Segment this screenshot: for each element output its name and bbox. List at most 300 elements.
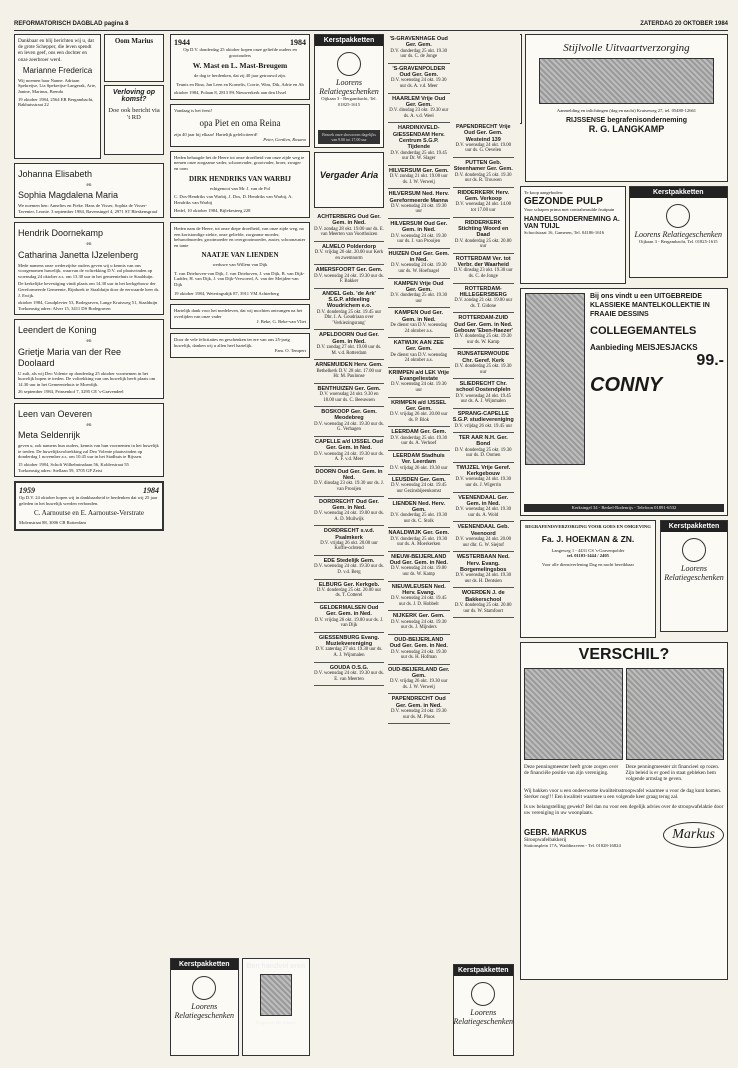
church-service-details: D.V. zondag 21 okt. 19.00 uur ds. J. W. Verweij [389,174,448,185]
church-service-list-2 [388,34,450,1060]
church-service-title: BOSKOOP Ger. Gem. Meodebreg [321,409,377,422]
church-service-title: ACHTERBERG Oud Ger. Gem. in Ned. [317,214,381,227]
marriage-text-1: Mede namens onze wederzijdse ouders geven wij u kennis van ons voorgenomen huwelijk, waarvan de voltrekking D.V. zal plaatsvinden op woensdag 24 oktober a.s. om 13.30 uur in het gemeentehuis te Staalduijn. [18,262,154,279]
marriage-date-1: oktober 1984, Goudplevier 53, Bodegraven, Lange Kruisweg 51, Staalduijn [18,300,158,306]
markus-logo: Markus [663,822,724,848]
church-service [314,212,384,242]
church-service-list [314,212,384,686]
birth-date: 19 oktober 1984, 2564 ER Bergambacht, Bakhuisstraat 22 [18,96,94,108]
church-service-details: D.V. vrijdag 26 okt. 19.30 uur [389,465,448,471]
church-service-title: TWIJZEL Vrije Geref. Kerkgebouw [456,464,511,478]
klink-ad [520,34,522,124]
church-service-title: VEENENDAAL Ger. Gem. in Ned. [458,494,509,507]
church-service-title: RIJNSATERWOUDE Chr. Geref. Kerk [457,351,510,364]
birth-parents: Wij noemen haar Nanne. Adriaan Spekreijse, Lia Spekreijse-Langerak, Arie, Janine, Marinus, Brenda [18,77,97,94]
church-service-title: DORDRECHT s.v.d. Psalmkerk [323,528,375,541]
anniversary-mast [170,34,310,100]
anniv-kids: Teunis en Rina, Jan Leen en Kornelis, Corrie, Wim, Dik, Adrie en Ab [176,81,304,87]
church-service-title: DOORN Oud Ger. Gem. in Ned. [315,468,383,482]
church-service [388,34,450,64]
death-sub-2: weduwe van Willem van Dijk [212,262,268,268]
kerst-name: Loorens Relatiegeschenken [174,1002,235,1020]
conny-text3: Aanbieding MEISJESJACKS [590,343,698,352]
conny-addr: Kerksingel 34 - Berkel-Rodenrijs - Telefoon 01891-6532 [524,504,724,512]
oom-marius-box [104,34,164,82]
hoekman-top: BEGRAFENISVERZORGING VOOR GOES EN OMGEVING [525,524,651,529]
kerst-band: Kerstpakketten [315,35,383,46]
handvol-sub: Uitgeverij De Schans [256,1020,296,1025]
twin-name-1: Johanna Elisabeth [18,169,93,179]
pulp-text: Voor schapen prima met contraheraulde fruitpuin [524,206,615,212]
hoekman-name: Fa. J. HOEKMAN & ZN. [541,533,635,544]
loorens-logo-icon [682,538,706,562]
thanks-sign-2: Fam. O. Tempert [274,348,306,354]
church-service-details: D.V. vrijdag 26 okt. 20.00 uur Kerk en zwemnorm [314,250,384,261]
verloving-ad [104,85,164,155]
kerst-addr: Oijkaan 3 - Bergambacht, Tel. 01825-1615 [638,239,718,244]
church-service [314,556,384,579]
church-service-details: D.V. donderdag 25 okt. 19.30 uur ds. A. Verhoef [390,435,448,447]
twin-name-2: Sophia Magdalena Maria [18,190,119,201]
church-service [453,493,515,523]
loorens-logo-icon [337,52,361,76]
church-service [453,463,515,493]
church-service-details: D.V. vrijdag 26 okt. 19.45 uur [454,423,513,429]
church-service-title: APELDOORN Oud Ger. Gem. in Ned. [319,332,379,345]
church-service-details: D.V. woensdag 24 okt. 19.30 uur [390,203,447,215]
column-4 [388,34,514,1060]
church-service-title: HAARLEM Vrije Oud Ger. Gem. [392,95,446,108]
church-service-details: D.V. dinsdag 23 okt. 19.30 uur ds. A. v.d. Weel [389,108,449,119]
church-service-title: ROTTERDAM-HILLEGERSBERG [459,285,507,298]
kerst-band: Kerstpakketten [454,965,514,976]
church-service-title: WOERDEN J. de Bakkerschool [461,590,505,603]
pulp-name: GEZONDE PULP [524,195,603,207]
church-service [388,582,450,612]
church-service-details: D.V. woensdag 24 okt. 14.00 tot 17.00 uur [455,202,512,214]
paper-date: ZATERDAG 20 OKTOBER 1984 [640,21,728,27]
kerst-band: Kerstpakketten [630,187,728,198]
church-service [388,665,450,695]
twin-text: We noemen hen: Annelies en Fieke. Hans de Visser, Sophia de Visser-Tavenier, Leonie. 3 september 1984, Ravensingel 4, 2971 ST Bleskensgraaf [18,203,158,214]
church-service-title: NIEUWLEUSEN Ned. Herv. Evang. [391,583,446,596]
church-service-details: D.V. woensdag 24 okt. 19.30 uur [390,382,447,394]
church-service-title: RIDDERKERK Stichting Woord en Daad [458,219,509,239]
marriage-date-2: 26 september 1984, Prinsenhof 7, 3295 CE 's-Gravendeel [18,389,124,395]
church-service-title: ALMELO Polderdorp [321,243,377,250]
church-service-details: De dienst van D.V. woensdag 24 oktober a.s. [390,322,448,334]
church-service-title: SPRANG-CAPELLE S.G.P. studievereniging [452,410,514,424]
hearse-carriage-image [539,58,714,104]
church-service-title: ARNEMUIDEN Herv. Gem. [315,362,383,369]
church-service-details: D.V. zondag 28 okt. 19.00 uur ds. E. van Meerten van Voorthuizen [314,226,384,238]
vergader-text: Vergader Aria [319,170,379,180]
marriage-date-3: 15 oktober 1984, Scholt Wilhelminalaan 56, Kolderstraat 55 [18,461,129,467]
hoekman-tel: tel. 01103-1444 / 2405 [567,553,609,559]
church-service-details: D.V. woensdag 24 okt. 19.30 uur ds. H. Hofman [390,649,447,661]
church-service-title: TER AAR N.H. Ger. Bond [458,435,508,448]
church-service [453,158,515,188]
jubilee-names: C. Aarnoutse en E. Aarnoutse-Verstrate [33,509,145,518]
church-service-title: ROTTERDAM Ver. tot Verbr. der Waarheid [455,255,511,269]
church-service-title: LEUSDEN Ger. Gem. [391,477,446,484]
church-service-details: D.V. woensdag 24 okt. 19.30 uur ds. H. Dentsien [455,573,512,584]
church-service [453,433,515,463]
jubilee-notice [14,481,164,531]
bride-name-1: Catharina Janetta IJzelenberg [18,249,139,260]
church-service-details: D.V. woensdag 24 okt. 19.00 uur ds. G. Oevelen [455,142,512,154]
church-service [314,663,384,686]
church-service-title: LEERDAM Ger. Gem. [391,429,447,436]
church-service-details: Bethelkerk D.V. 28 okt. 17.00 uur Hr. M. Paulonse [316,368,382,380]
church-service-details: D.V. donderdag 25 okt. 19.30 uur [454,363,512,375]
death-notice-1 [170,151,310,218]
church-service [388,475,450,498]
church-service-title: VEENENDAAL Geb. Veenoord [457,524,510,537]
loorens-logo-icon [666,204,690,228]
church-service-title: LEERDAM Stadhuis Ver. Leerdam [392,452,445,466]
jubilee-year-start: 1959 [19,486,35,496]
hoekman-ad [520,520,656,638]
church-service-details: D.V. woensdag 24 okt. 19.00 uur ds. A. D. Muilwijk [314,511,384,522]
groom-name-3: Leen van Oeveren [18,408,93,419]
twin-and: en [86,182,92,188]
church-service-details: D.V. vrijdag 26 okt. 19.00 uur ds. J. van Dijk [314,617,384,629]
handvol-ad [242,958,311,1056]
church-service-details: D.V. zaterdag 27 okt. 19.30 uur ds. A. J. Wijnmalen [315,647,383,659]
church-service-details: D.V. donderdag 25 okt. 20.00 uur ds. T. Cotterel [316,587,382,599]
church-service [388,427,450,450]
bride-name-3: Meta Seldenrijk [18,430,81,441]
church-service-title: NIJKERK Ger. Gem. [392,613,445,620]
column-1 [14,34,164,1060]
church-service-title: NAALDWIJK Ger. Gem. [388,530,449,537]
church-service [453,522,515,552]
church-service-title: KAMPEN Oud Ger. Gem. in Ned. [394,310,444,323]
church-service-title: NIEUW-BEIJERLAND Oud Ger. Gem. in Ned. [389,553,448,567]
church-service-title: PUTTEN Geb. Steenhamer Ger. Gem. [453,160,513,173]
death-name-1: DIRK HENDRIKS VAN WARBIJ [188,174,292,183]
birth-notice-twins [14,163,164,218]
church-service-title: OUD-BEIJERLAND Ger. Gem. [388,666,450,679]
church-service [388,694,450,724]
kerst-foot: Bezoek onze showroom dagelijks van 9.00 tot 17.00 uur [318,130,380,144]
thanks-text-1: Hartelijk dank voor het medeleven, dat wij mochten ontvangen na het overlijden van onze vader [174,308,303,319]
feest-sign: Peter, Gerdien, Rosano [263,137,306,143]
loorens-logo-icon [192,976,216,1000]
church-service-details: D.V. woensdag 24 okt. 19.30 uur ds. J. van Prooijen [390,233,447,245]
newspaper-page [14,20,728,1060]
anniv-date: oktober 1984, Polaan 8, 2813 PA Nieuwerkerk aan den IJssel [174,90,287,96]
church-service-details: D.V. woensdag 24 okt. 19.30 uur ds. A. v.d. Meer [390,78,447,89]
feest-names: opa Piet en oma Reina [199,117,281,128]
penningmeester-worried-image [524,668,623,760]
conny-price: 99.- [696,352,724,369]
church-service [453,588,515,618]
loorens-logo-icon [471,982,495,1006]
birth-text: Dankbaar en blij berichten wij u, dat de grote Schepper, die leven spendt en leven geef, ons een dochter en onze zeerbroer werd. [18,38,94,63]
church-service-title: HILVERSUM Ned. Herv. Gereformeerde Manna [388,191,449,204]
verloving-text: Doe ook bericht via 't RD [108,107,160,121]
church-service-title: SLIEDRECHT Chr. school Oostendpleln [456,381,511,394]
conny-ad [520,288,728,516]
church-service-title: HUIZEN Oud Ger. Gem. in Ned. [388,250,449,264]
kerst-ad-col4 [453,964,515,1056]
church-service-title: ANDEL Geb. 'de Ark' S.G.P. afdeeling Woudrichem e.o. [322,290,376,310]
column-2 [170,34,310,1060]
page-header [14,20,728,31]
verschil-title: VERSCHIL? [578,646,670,663]
church-service-title: GOUDA O.S.G. [329,664,369,671]
church-service-details: D.V. vrijdag 26 okt. 19.30 uur ds. J. W. Verweij [389,679,448,690]
church-service-details: D.V. donderdag 25 okt. 19.45 uur Dhr. I. A. Goudriaan over 'Verkiezingsrang' [316,309,382,326]
death-sub-1: echtgenoot van Mr. J. van de Pol [209,185,271,191]
stijlvolle-title: Stijlvolle Uitvaartverzorging [563,42,690,54]
thanks-notice-2 [170,333,310,358]
birth-name: Marianne Frederica [22,65,93,75]
anniv-names: W. Mast en L. Mast-Breugem [192,61,288,71]
pulp-head: Te koop aangeboden: [524,190,564,195]
church-service-title: PAPENDRECHT Vrije Oud Ger. Gem. Westeind 139 [455,124,511,143]
verschil-question: Is uw belangstelling gewekt? Bel dan nu voor een degelijk advies over de stroopwafelaktie door uw vereniging in uw woonplaats. [524,804,724,817]
church-service-title: RIDDERKERK Herv. Gem. Verkoop [457,189,510,203]
church-service-title: LIENDEN Ned. Herv. Gem. [392,500,445,513]
church-service-details: D.V. woensdag 24 okt. 19.30 uur ds. M. Ploos [390,709,447,720]
verschil-left: Deze penningmeester heeft grote zorgen over de financiële positie van zijn vereniging. [524,764,619,777]
kerst-name: Loorens Relatiegeschenken [634,230,722,239]
anniv-year-end: 1984 [290,38,306,47]
church-service [388,166,450,189]
feest-text: Vandaag is het feest! [174,107,213,113]
anniv-year-start: 1944 [174,38,190,47]
marriage-text-3: geven u, ook namens hun ouders, kennis van hun voornemen in het huwelijk te treden. De huwelijksvoltrekking zal Deo Volente plaatsvinden op donderdag 1 november a.s. om 10.45 uur in het Stadhuis te Rijssen. [18,443,159,460]
rijssen-owner: R. G. LANGKAMP [588,123,665,134]
church-service [453,284,515,314]
church-service [388,308,450,338]
church-service-details: D.V. woensdag 24 okt. 19.30 uur ds. D. v.d. Berg [314,564,384,575]
feest-text2: zijn 40 jaar bij elkaar! Hartelijk gefeliciteerd! [174,131,258,137]
church-service-details: D.V. zondag 21 okt. 19.00 uur ds. T. Gidone [454,298,513,309]
church-service-title: HILVERSUM Oud Ger. Gem. in Ned. [390,220,448,234]
church-service-details: D.V. woensdag 24 okt. 19.30 uur ds. F. Bakker [314,273,384,285]
marriage-notice-3 [14,403,164,477]
column-3 [314,34,384,1060]
church-service-details: D.V. zondag 27 okt. 19.00 uur ds. M. v.d. Rotterdam [316,345,382,356]
church-service-details: D.V. vrijdag 26 okt. 20.00 uur ds. P. Blok [389,412,448,423]
paper-name: REFORMATORISCH DAGBLAD pagina 8 [14,21,129,27]
church-service [453,409,515,433]
church-service-title: KRIMPEN a/d IJSSEL Ger. Gem. [391,399,447,412]
church-service-details: D.V. donderdag 25 okt. 19.30 uur ds. C. de Jonge [390,48,448,60]
groom-name-1: Hendrik Doornekamp [18,228,104,239]
church-service [314,360,384,383]
church-service-details: D.V. woensdag 24 okt. 19.30 uur ds. J. Wigerrin [455,477,512,489]
book-cover-image [260,974,292,1016]
church-service [388,338,450,368]
church-service-details: D.V. donderdag 25 okt. 20.00 uur ds. W. Stamfoort [454,602,512,614]
markus-sub: Siroopwafelbakkerij [524,836,567,843]
church-service [388,398,450,428]
church-service [388,368,450,398]
church-service-title: ELBURG Ger. Kerkgeb. [318,581,380,588]
pulp-firm: HANDELSONDERNEMING A. VAN TUIJL [524,216,620,231]
church-service [314,384,384,407]
church-service [314,467,384,497]
anniv-text2: de dag te herdenken, dat zij 40 jaar getrouwd zijn. [194,73,286,79]
church-service-details: D.V. vrijdag 26 okt. 20.00 uur Koffie-ochtend [320,540,378,552]
markus-ad [520,642,728,980]
church-service-details: D.V. woensdag 24 okt. 19.30 uur ds. W. Hoefnagel [390,263,447,274]
kerst-name: Loorens Relatiegeschenken [453,1008,514,1026]
church-service [453,349,515,379]
church-service [453,218,515,254]
church-service-title: GELDERMALSEN Oud Ger. Gem. in Ned. [319,605,379,618]
church-service-title: CAPELLE a/d IJSSEL Oud Ger. Gem. in Ned. [314,438,384,452]
church-service-list-3 [453,122,515,618]
church-service [388,94,450,124]
death-kids-1: C. Dos-Hendriks van Warbij, J. Dos, D. Hendriks van Warbij, A. Hendriks van Warbij [174,194,293,205]
church-service-details: D.V. donderdag 25 okt. 19.30 uur ds. W. Kamp [454,334,512,345]
church-service-details: D.V. woensdag 24 okt. 19.30 uur ds. G. Verhagen [314,421,384,433]
church-service-title: ROTTERDAM-ZUID Oud Ger. Gem. in Ned. Gebouw 'Eben-Haezer' [453,315,513,334]
church-service [453,552,515,588]
church-service-details: D.V. donderdag 25 okt. 19.30 uur ds. A. Moerkerken [390,536,448,548]
church-service [314,497,384,527]
rijssen-text: Aanmelding en inlichtingen (dag en nacht) Kruiseweg 27, tel. 05480-12661 [556,108,697,113]
markus-addr: Stationsplein 17A, Waddinxveen - Tel. 01828-16824 [524,842,621,848]
church-service-details: D.V. donderdag 25 okt. 20.00 uur [454,238,512,250]
marriage-notice-1 [14,222,164,315]
church-service [388,189,450,219]
church-service [314,603,384,633]
church-service-title: DORDRECHT Oud Ger. Gem. in Ned. [319,498,379,511]
marriage-addr-3: Toekomstig adres: Stellaan 59, 3705 GP Zeist [18,467,103,473]
birth-notice [14,34,101,159]
and-2: en [86,338,92,345]
church-service [388,635,450,665]
church-service-title: HILVERSUM Ger. Gem. [389,167,449,174]
marriage-addr-1: Toekomstig adres: Alver 15, 3411 DS Bodegraven [18,305,111,311]
church-service [388,451,450,475]
feest-notice [170,104,310,147]
kerst-ad-col3 [314,34,384,148]
death-text-2: Heden nam de Heere, tot onze diepe droefheid, van onze zijde weg, na een kortstondige ziekte, onze geliefde, zorgzame moeder, behuwdmoeder, grootmoeder en overgrootmoeder, zuster, schoonzuster en tante [174,225,306,248]
church-service-details: D.V. dinsdag 23 okt. 19.30 uur ds. C. de Jonge [453,268,513,279]
church-service-details: D.V. woensdag 24 okt. 19.30 uur ds. A. F. v.d. Meer [314,451,384,463]
vergaderaria-logo [314,152,384,208]
church-service-title: 'S-GRAVENHAGE Oud Ger. Gem. [389,36,448,49]
marriage-text-2: U zult, als wij Deo Volente op donderdag 25 oktober voornemen in het huwelijk hopen te treden. De voltrekking van ons huwelijk heeft plaats om 14.30 uur in het Gemeentehuis te Moerdijk. [18,370,156,387]
death-notice-2 [170,222,310,300]
church-service-details: De dienst van D.V. woensdag 24 oktober a.s. [390,352,448,364]
church-service [388,528,450,551]
death-date-1: Hedel, 10 oktober 1984, Bijlekesteeg 228 [174,208,251,214]
verschil-right: Deze penningmeester zit financieel op rozen. Zijn beleid is er goed in staat gebleken hem volgende armslag te geven. [625,764,720,783]
church-service-details: D.V. woensdag 24 okt. 19.30 uur ds. E. van Meerten [314,670,384,682]
church-service-details: D.V. donderdag 25 okt. 19.30 uur ds. C. Stolk [390,513,448,524]
marriage-text-1b: De kerkelijke bevestiging vindt plaats om 14.30 uur in het kerkgebouw der Gereformeerde Gemeente, Rijnhoek te Staalduijn door de eerwaarde heer ds. J. Ewijk. [18,281,160,298]
hoekman-sub: Langeweg 1 - 4431 CS 's-Gravenpolder [551,547,625,553]
church-service [453,313,515,349]
church-service-details: D.V. woensdag 24 okt. 20.00 uur dhr. G. W. Siejtof [455,537,512,548]
thanks-notice-1 [170,304,310,329]
church-service-details: D.V. woensdag 24 okt. 19.30 uur ds. J. Mijnders [390,619,447,631]
conny-text1: Bij ons vindt u een UITGEBREIDE KLASSIEKE MANTELKOLLEKTIE IN FRAAIE DESSINS [590,293,710,318]
church-service-details: D.V. woensdag 24 okt. 19.45 uur ds. J. D. Hobbelt [390,596,447,607]
church-service [314,633,384,663]
church-service-title: EDE Stedelijk Gem. [323,558,375,565]
jubilee-text: Op D.V. 24 oktober hopen wij in dankbaarheid te herdenken dat wij 25 jaar geleden in het huwelijk werden verbonden. [19,495,158,506]
kerst-addr: Oijkaan 3 - Bergambacht, Tel. 01825-1615 [321,96,377,107]
church-service [314,526,384,556]
and-3: en [86,421,92,428]
hoekman-text: Voor alle dienstverlening Dag en nacht bereikbaar [541,561,634,567]
conny-text2: COLLEGEMANTELS [590,325,697,337]
thanks-sign-1: J. Beke, G. Beke-van Vliet [256,319,306,325]
church-service-title: KAMPEN Vrije Oud Ger. Gem. [393,280,444,293]
church-service [453,254,515,284]
church-service [453,379,515,409]
kerst-band: Kerstpakketten [661,521,727,532]
church-service-details: D.V. dinsdag 23 okt. 19.30 uur ds. J. van Prooijen [314,481,384,492]
and-1: en [86,241,92,248]
jubilee-addr: Molenstraat 88, 3006 CB Rotterdam [19,520,86,526]
kerst-band: Kerstpakketten [171,959,238,970]
death-name-2: NAATJE VAN LIENDEN [201,251,279,260]
pulp-ad [520,186,626,284]
church-service-details: D.V. donderdag 25 okt. 19.30 uur ds. D. Oomen [454,447,512,459]
church-service [314,289,384,331]
church-service-details: D.V. woensdag 24 okt. 19.30 uur ds. A. Wold [455,507,512,518]
church-service-title: KATWIJK AAN ZEE Ger. Gem. [393,340,444,353]
church-service [314,330,384,360]
kerst-ad-small [170,958,239,1056]
verloving-head: Verloving op komst? [112,89,156,103]
rijssen-name: RIJSSENSE begrafenisonderneming [566,116,687,124]
church-service [388,552,450,582]
church-service [388,64,450,94]
markus-name: GEBR. MARKUS [524,827,587,837]
pulp-addr: Schoolstraat 16, Gameren, Tel. 04186-1616 [524,230,605,236]
church-service [388,611,450,634]
church-service-title: OUD-BEIJERLAND Oud Ger. Gem. in Ned. [389,636,448,650]
handvol-title: Ben handvol eren [246,963,306,970]
church-service-title: 'S-GRAVENPOLDER Oud Ger. Gem. [392,65,446,79]
column-5 [520,34,728,1060]
conny-brand: CONNY [590,374,663,396]
church-service [388,123,450,165]
church-service [388,499,450,529]
rijssen-ad [525,34,728,182]
kerst-name: Loorens Relatiegeschenken [319,78,379,96]
church-service [388,249,450,279]
death-text-1: Heden behaagde het de Heere tot onze droefheid van onze zijde weg te nemen onze zorgzame vader, schoonvader, grootvader, broer, zwager en oom [174,154,305,171]
church-service-details: D.V. donderdag 25 okt. 19.45 uur Dr. W. Slager [390,150,448,162]
church-service-details: D.V. woensdag 24 okt. 19.45 uur Gezinsbijeenkomst [390,483,447,495]
penningmeester-happy-image [626,668,725,760]
church-service [388,219,450,249]
church-service [453,122,515,158]
groom-name-2: Leendert de Koning [18,325,97,336]
church-service [453,188,515,218]
church-service [314,265,384,288]
church-service [388,279,450,309]
verschil-body: Wij bakken voor u een ondeerwetse kwaliteitsstroopwafel waarmee u voor de dag kunt komen. Sterker nog!!! Een kwaliteit waarmee u een volgende keer graag terug zal. [524,787,722,800]
death-date-2: 19 oktober 1984, Weteringsdijk 87, 3911 VM Achterberg [174,290,279,296]
thanks-text-2: Door de vele felicitaties en geschenken ter ere van ons 25-jarig huwelijk, danken wij u allen heel hartelijk. [174,337,290,348]
church-service-details: D.V. woensdag 24 okt. 19.00 uur ds. W. Kamp [390,566,447,578]
marriage-notice-2 [14,319,164,399]
